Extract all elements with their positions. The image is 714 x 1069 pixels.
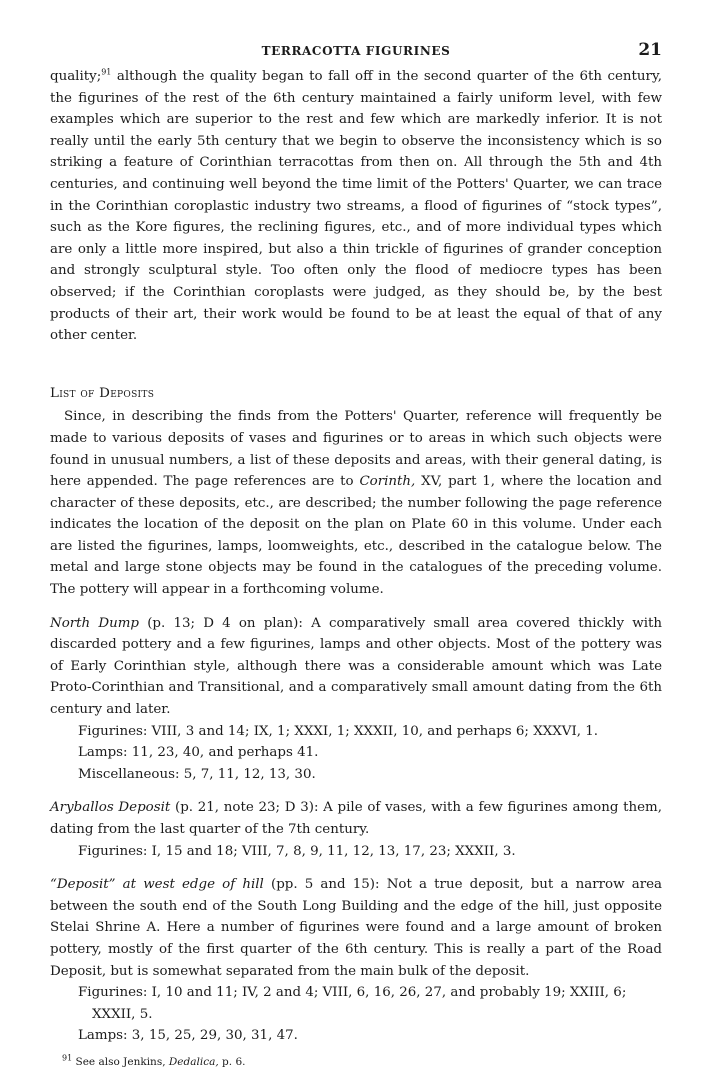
deposit-figurines: Figurines: VIII, 3 and 14; IX, 1; XXXI, 1; XXXII, 10, and perhaps 6; XXXVI, 1. <box>78 723 599 739</box>
deposit-lamps: Lamps: 3, 15, 25, 29, 30, 31, 47. <box>78 1028 298 1044</box>
deposit-description <box>50 613 662 721</box>
deposit-description <box>50 874 662 982</box>
deposit-figurines: Figurines: I, 10 and 11; IV, 2 and 4; VIII, 6, 16, 26, 27, and probably 19; XXIII, 6; <box>78 985 627 1001</box>
section-heading: List of Deposits <box>50 385 155 401</box>
intro-lead-word: quality; <box>50 69 102 84</box>
footnote-text-b: p. 6. <box>218 1055 246 1068</box>
footnote-italic: Dedalica, <box>168 1055 219 1068</box>
deposit-name: Aryballos Deposit <box>50 800 171 816</box>
running-title: TERRACOTTA FIGURINES <box>261 44 451 58</box>
deposit-description-text: (pp. 5 and 15): Not a true deposit, but a narrow area between the south end of the South Long Building and the edge of the hill, just opposite Stelai Shrine A. Here a number of figurines were found and a large amount of broken pottery, mostly of the first quarter of the 6th century. This is really a part of the Road Deposit, but is somewhat separated from the main bulk of the deposit. <box>50 877 663 979</box>
deposit-misc: Miscellaneous: 5, 7, 11, 12, 13, 30. <box>78 766 316 782</box>
page-number: 21 <box>638 40 662 60</box>
footnote-text-a: See also Jenkins, <box>72 1055 169 1068</box>
deposit-description-text: (p. 13; D 4 on plan): A comparatively small area covered thickly with discarded pottery and a few figurines, lamps and other objects. Most of the pottery was of Early Corinthian style, although there was a considerable amount which was Late Proto-Corinthian and Transitional, and a comparatively small amount dating from the 6th century and later. <box>50 615 662 718</box>
deposit-name: North Dump <box>50 615 140 631</box>
section-intro-text-b: XV, part 1, where the location and character of these deposits, etc., are described; the number following the page reference indicates the location of the deposit on the plan on Plate 60 in this volume. Under each are listed the figurines, lamps, loomweights, etc., described in the catalogue below. The metal and large stone objects may be found in the catalogues of the preceding volume. The pottery will appear in a forthcoming volume. <box>50 474 663 598</box>
footnote-number: 91 <box>62 1053 73 1063</box>
deposit-entry-west-edge <box>50 874 662 1047</box>
deposit-entry-north-dump <box>50 613 662 786</box>
page <box>50 40 662 1069</box>
intro-paragraph <box>50 66 662 347</box>
section-intro-text-a: Since, in describing the finds from the Potters' Quarter, reference will frequently be made to various deposits of vases and figurines or to areas in which such objects were found in unusual numbers, a list of these deposits and areas, with their general dating, is here appended. The page references are to <box>50 409 662 490</box>
footnote-reference[interactable]: 91 <box>101 67 112 77</box>
deposit-description-text: (p. 21, note 23; D 3): A pile of vases, with a few figurines among them, dating from the last quarter of the 7th century. <box>50 800 663 837</box>
deposit-entry-aryballos <box>50 797 662 862</box>
deposit-description <box>50 797 662 840</box>
deposit-lamps: Lamps: 11, 23, 40, and perhaps 41. <box>78 745 319 761</box>
section-intro-italic: Corinth, <box>359 474 416 490</box>
deposit-figurines-continued: XXXII, 5. <box>92 1006 153 1022</box>
deposit-figurines: Figurines: I, 15 and 18; VIII, 7, 8, 9, 11, 12, 13, 17, 23; XXXII, 3. <box>78 843 516 859</box>
section-intro-paragraph <box>50 406 662 600</box>
running-head <box>50 40 662 66</box>
deposit-name: “Deposit” at west edge of hill <box>50 877 264 893</box>
intro-text: although the quality began to fall off in the second quarter of the 6th century, the figurines of the rest of the 6th century maintained a fairly uniform level, with few examples which are superior to the rest and few which are markedly inferior. It is not really until the early 5th century that we begin to observe the inconsistency which is so striking a feature of Corinthian terracottas from then on. All through the 5th and 4th centuries, and continuing well beyond the time limit of the Potters' Quarter, we can trace in the Corinthian coroplastic industry two streams, a flood of figurines of “stock types”, such as the Kore figures, the reclining figures, etc., and of more individual types which are only a little more inspired, but also a thin trickle of figurines of grander conception and strongly sculptural style. Too often only the flood of mediocre types has been observed; if the Corinthian coroplasts were judged, as they should be, by the best products of their art, their work would be found to be at least the equal of that of any other center. <box>50 69 662 344</box>
footnote <box>50 1055 662 1069</box>
